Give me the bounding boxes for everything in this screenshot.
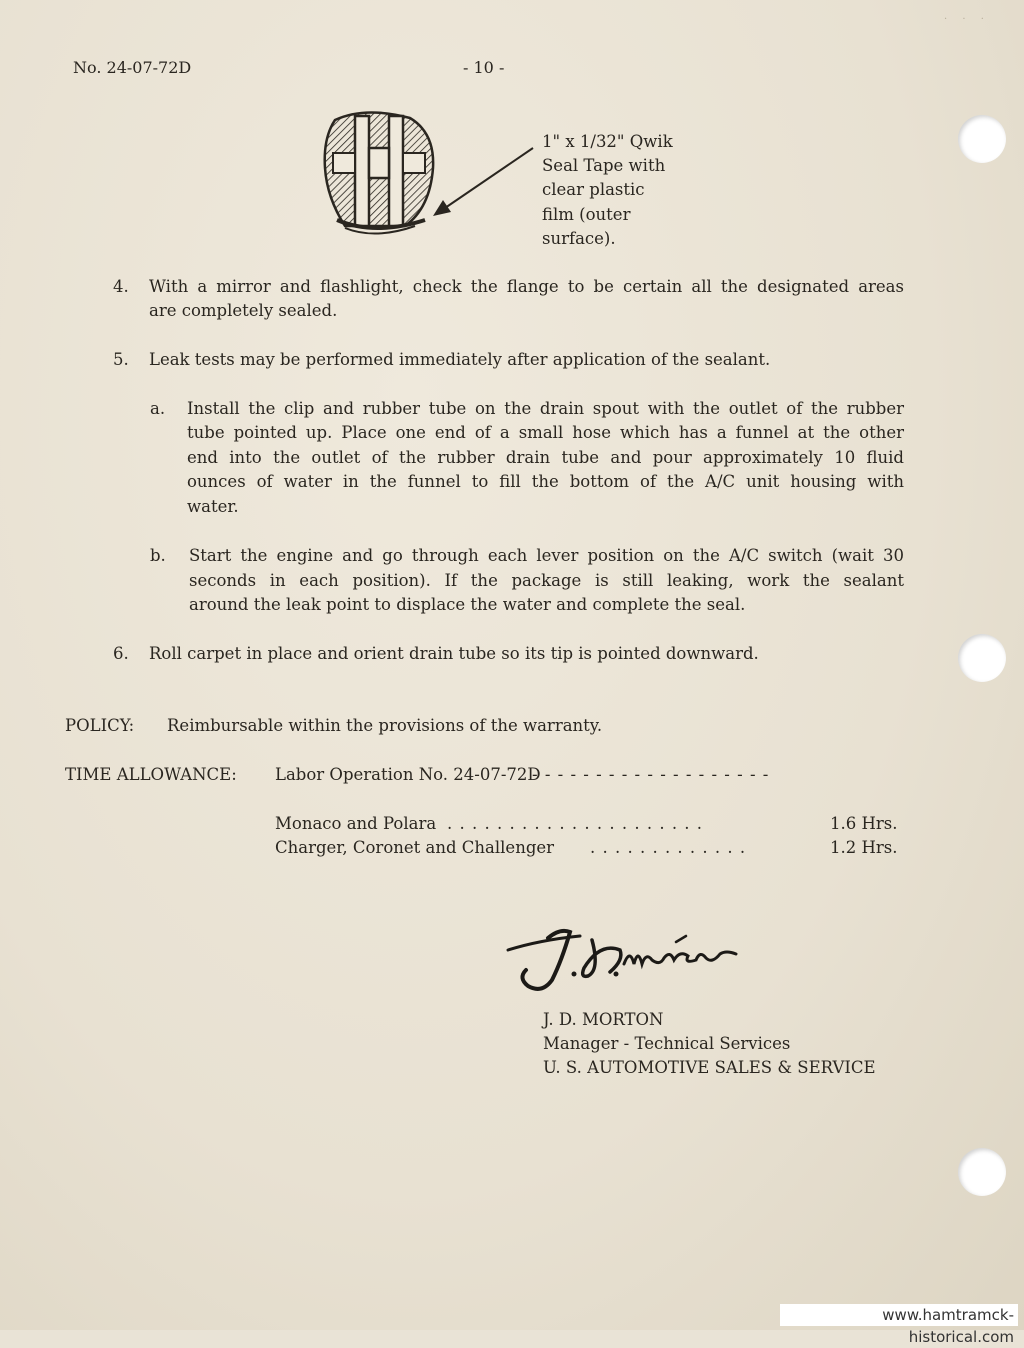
signer-name: J. D. MORTON (543, 1010, 664, 1029)
callout-line: clear plastic (542, 180, 645, 199)
binder-hole-bottom (958, 1148, 1006, 1196)
dash-leader: - - - - - - - - - - - - - - - - - - - (532, 765, 770, 784)
dot-leader: . . . . . . . . . . . . . . . . . . . . . (447, 814, 704, 833)
step-text-line: are completely sealed. (149, 301, 338, 320)
substep-text-line: tube pointed up. Place one end of a small hose which has a funnel at the other (187, 423, 904, 442)
corner-mark: · · · (944, 14, 990, 25)
handwritten-signature (500, 920, 740, 1000)
callout-line: Seal Tape with (542, 156, 666, 175)
step-text: Roll carpet in place and orient drain tube so its tip is pointed downward. (149, 644, 759, 663)
website-watermark: www.hamtramck-historical.com (780, 1304, 1018, 1326)
step-number: 4. (113, 277, 129, 296)
doc-number: No. 24-07-72D (73, 58, 192, 77)
binder-hole-middle (958, 634, 1006, 682)
step-number: 5. (113, 350, 129, 369)
hours-value: 1.2 Hrs. (830, 838, 898, 857)
substep-text-line: Start the engine and go through each lever position on the A/C switch (wait 30 (189, 546, 904, 565)
substep-letter: b. (150, 546, 166, 565)
signer-title: Manager - Technical Services (543, 1034, 791, 1053)
substep-text-line: ounces of water in the funnel to fill the bottom of the A/C unit housing with (187, 472, 904, 491)
substep-text-line: end into the outlet of the rubber drain tube and pour approximately 10 fluid (187, 448, 904, 467)
step-text: Leak tests may be performed immediately after application of the sealant. (149, 350, 771, 369)
hours-value: 1.6 Hrs. (830, 814, 898, 833)
substep-letter: a. (150, 399, 166, 418)
substep-text-line: around the leak point to displace the water and complete the seal. (189, 595, 746, 614)
model-name: Charger, Coronet and Challenger (275, 838, 555, 857)
substep-text-line: Install the clip and rubber tube on the drain spout with the outlet of the rubber (187, 399, 904, 418)
policy-label: POLICY: (65, 716, 135, 735)
model-name: Monaco and Polara (275, 814, 437, 833)
callout-line: surface). (542, 229, 616, 248)
step-number: 6. (113, 644, 129, 663)
binder-hole-top (958, 115, 1006, 163)
labor-operation: Labor Operation No. 24-07-72D (275, 765, 541, 784)
callout-line: 1" x 1/32" Qwik (542, 132, 673, 151)
step-text-line: With a mirror and flashlight, check the flange to be certain all the designated areas (149, 277, 904, 296)
callout-line: film (outer (542, 205, 631, 224)
policy-text: Reimbursable within the provisions of the warranty. (167, 716, 603, 735)
substep-text-line: water. (187, 497, 239, 516)
signer-organization: U. S. AUTOMOTIVE SALES & SERVICE (543, 1058, 876, 1077)
time-allowance-label: TIME ALLOWANCE: (65, 765, 237, 784)
substep-text-line: seconds in each position). If the package is still leaking, work the sealant (189, 571, 904, 590)
page-number: - 10 - (463, 58, 505, 77)
dot-leader: . . . . . . . . . . . . . (590, 838, 747, 857)
